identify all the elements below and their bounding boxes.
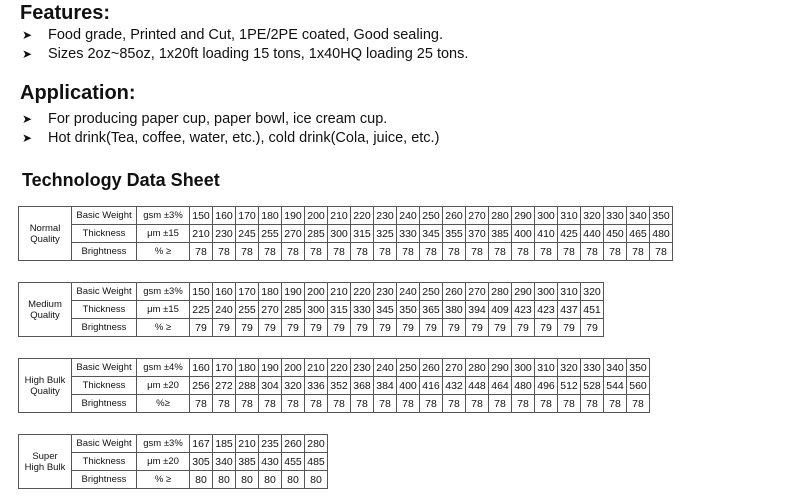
quality-label [19,359,72,413]
value-cell: 230 [374,207,397,225]
quality-label [19,283,72,337]
value-cell: 255 [259,225,282,243]
value-cell: 80 [259,471,282,489]
value-cell: 185 [213,435,236,453]
value-cell: 315 [328,301,351,319]
value-cell: 544 [604,377,627,395]
value-cell: 300 [328,225,351,243]
parameter-label: Brightness [72,243,137,261]
value-cell: 280 [305,435,328,453]
application-heading: Application: [20,82,136,104]
value-cell: 210 [328,207,351,225]
value-cell: 290 [512,207,535,225]
value-cell: 78 [535,243,558,261]
value-cell: 465 [627,225,650,243]
value-cell: 304 [259,377,282,395]
value-cell: 480 [650,225,673,243]
value-cell: 78 [259,395,282,413]
table-row [19,319,604,337]
value-cell: 80 [213,471,236,489]
parameter-label: Basic Weight [72,207,137,225]
value-cell: 437 [558,301,581,319]
parameter-label: Brightness [72,319,137,337]
value-cell: 464 [489,377,512,395]
value-cell: 320 [581,207,604,225]
value-cell: 260 [282,435,305,453]
value-cell: 200 [282,359,305,377]
value-cell: 150 [190,207,213,225]
value-cell: 220 [351,283,374,301]
quality-label-line: Quality [30,233,60,245]
parameter-label: Thickness [72,377,137,395]
value-cell: 270 [282,225,305,243]
value-cell: 255 [236,301,259,319]
value-cell: 430 [259,453,282,471]
value-cell: 78 [397,395,420,413]
value-cell: 350 [650,207,673,225]
value-cell: 200 [305,207,328,225]
parameter-label: Basic Weight [72,435,137,453]
value-cell: 250 [420,283,443,301]
data-sheet-heading: Technology Data Sheet [22,170,220,190]
table-row [19,207,673,225]
value-cell: 336 [305,377,328,395]
application-list [22,110,439,148]
parameter-label: Brightness [72,395,137,413]
value-cell: 78 [213,243,236,261]
value-cell: 78 [305,395,328,413]
value-cell: 330 [351,301,374,319]
unit-tolerance: gsm ±3% [137,283,190,301]
value-cell: 310 [558,207,581,225]
value-cell: 160 [213,207,236,225]
value-cell: 78 [512,395,535,413]
list-item [22,26,468,45]
value-cell: 80 [282,471,305,489]
value-cell: 315 [351,225,374,243]
value-cell: 160 [190,359,213,377]
value-cell: 78 [558,395,581,413]
value-cell: 78 [604,395,627,413]
unit-tolerance: gsm ±3% [137,435,190,453]
value-cell: 370 [466,225,489,243]
value-cell: 448 [466,377,489,395]
medium-quality-table [18,282,604,337]
value-cell: 240 [397,207,420,225]
value-cell: 455 [282,453,305,471]
unit-tolerance: μm ±20 [137,377,190,395]
value-cell: 305 [190,453,213,471]
value-cell: 79 [535,319,558,337]
value-cell: 310 [535,359,558,377]
table-row [19,301,604,319]
value-cell: 250 [420,207,443,225]
parameter-label: Thickness [72,301,137,319]
value-cell: 79 [512,319,535,337]
value-cell: 80 [305,471,328,489]
value-cell: 78 [627,395,650,413]
list-item [22,45,468,64]
value-cell: 416 [420,377,443,395]
value-cell: 440 [581,225,604,243]
value-cell: 384 [374,377,397,395]
value-cell: 78 [420,243,443,261]
quality-label-line: High Bulk [24,461,66,473]
application-text: Hot drink(Tea, coffee, water, etc.), cold drink(Cola, juice, etc.) [48,130,440,146]
value-cell: 355 [443,225,466,243]
value-cell: 79 [420,319,443,337]
value-cell: 78 [650,243,673,261]
value-cell: 368 [351,377,374,395]
value-cell: 235 [259,435,282,453]
value-cell: 78 [489,243,512,261]
value-cell: 79 [558,319,581,337]
value-cell: 290 [512,283,535,301]
parameter-label: Thickness [72,225,137,243]
value-cell: 80 [190,471,213,489]
value-cell: 425 [558,225,581,243]
value-cell: 410 [535,225,558,243]
value-cell: 78 [236,243,259,261]
quality-label-line: High Bulk [24,374,66,386]
value-cell: 330 [604,207,627,225]
value-cell: 485 [305,453,328,471]
value-cell: 423 [535,301,558,319]
parameter-label: Basic Weight [72,283,137,301]
value-cell: 78 [282,243,305,261]
value-cell: 79 [282,319,305,337]
value-cell: 380 [443,301,466,319]
value-cell: 280 [489,207,512,225]
quality-label-line: Super [32,450,58,462]
value-cell: 260 [420,359,443,377]
table-row [19,395,650,413]
value-cell: 225 [190,301,213,319]
value-cell: 210 [328,283,351,301]
value-cell: 78 [581,243,604,261]
quality-label-line: Normal [29,222,61,234]
quality-label [19,435,72,489]
value-cell: 78 [213,395,236,413]
value-cell: 290 [489,359,512,377]
value-cell: 78 [305,243,328,261]
value-cell: 78 [328,243,351,261]
quality-label [19,207,72,261]
value-cell: 78 [328,395,351,413]
value-cell: 330 [397,225,420,243]
value-cell: 280 [466,359,489,377]
value-cell: 170 [213,359,236,377]
value-cell: 150 [190,283,213,301]
feature-text: Sizes 2oz~85oz, 1x20ft loading 15 tons, 1x40HQ loading 25 tons. [48,46,469,62]
value-cell: 310 [558,283,581,301]
value-cell: 400 [512,225,535,243]
list-item [22,129,439,148]
value-cell: 180 [259,283,282,301]
unit-tolerance: % ≥ [137,471,190,489]
value-cell: 78 [374,395,397,413]
value-cell: 240 [397,283,420,301]
value-cell: 220 [351,207,374,225]
value-cell: 78 [420,395,443,413]
value-cell: 365 [420,301,443,319]
value-cell: 230 [374,283,397,301]
feature-text: Food grade, Printed and Cut, 1PE/2PE coated, Good sealing. [48,27,443,43]
value-cell: 300 [535,283,558,301]
value-cell: 350 [397,301,420,319]
normal-quality-table [18,206,673,261]
value-cell: 170 [236,207,259,225]
value-cell: 340 [213,453,236,471]
value-cell: 78 [443,243,466,261]
arrow-bullet-icon: ➤ [22,131,33,145]
value-cell: 320 [282,377,305,395]
value-cell: 78 [259,243,282,261]
value-cell: 245 [236,225,259,243]
value-cell: 167 [190,435,213,453]
features-list [22,26,468,64]
unit-tolerance: % ≥ [137,319,190,337]
value-cell: 496 [535,377,558,395]
value-cell: 340 [604,359,627,377]
unit-tolerance: %≥ [137,395,190,413]
value-cell: 288 [236,377,259,395]
high-bulk-quality-table [18,358,650,413]
value-cell: 250 [397,359,420,377]
value-cell: 385 [236,453,259,471]
value-cell: 78 [282,395,305,413]
value-cell: 272 [213,377,236,395]
value-cell: 190 [259,359,282,377]
quality-label-line: Quality [30,309,60,321]
value-cell: 350 [627,359,650,377]
value-cell: 78 [397,243,420,261]
value-cell: 78 [489,395,512,413]
value-cell: 330 [581,359,604,377]
value-cell: 480 [512,377,535,395]
value-cell: 230 [213,225,236,243]
value-cell: 79 [489,319,512,337]
value-cell: 352 [328,377,351,395]
value-cell: 345 [420,225,443,243]
table-row [19,435,328,453]
value-cell: 300 [512,359,535,377]
value-cell: 78 [558,243,581,261]
table-row [19,359,650,377]
value-cell: 170 [236,283,259,301]
value-cell: 78 [190,395,213,413]
value-cell: 180 [259,207,282,225]
unit-tolerance: gsm ±4% [137,359,190,377]
super-high-bulk-table [18,434,328,489]
value-cell: 400 [397,377,420,395]
value-cell: 210 [305,359,328,377]
value-cell: 230 [351,359,374,377]
value-cell: 160 [213,283,236,301]
value-cell: 423 [512,301,535,319]
quality-label-line: Medium [28,298,62,310]
value-cell: 79 [397,319,420,337]
value-cell: 190 [282,283,305,301]
table-row [19,377,650,395]
value-cell: 78 [236,395,259,413]
value-cell: 260 [443,283,466,301]
unit-tolerance: μm ±15 [137,301,190,319]
value-cell: 78 [604,243,627,261]
parameter-label: Thickness [72,453,137,471]
value-cell: 79 [443,319,466,337]
value-cell: 210 [190,225,213,243]
value-cell: 78 [466,395,489,413]
arrow-bullet-icon: ➤ [22,28,33,42]
quality-label-line: Quality [30,385,60,397]
value-cell: 270 [443,359,466,377]
unit-tolerance: μm ±15 [137,225,190,243]
value-cell: 285 [282,301,305,319]
list-item [22,110,439,129]
value-cell: 210 [236,435,259,453]
value-cell: 190 [282,207,305,225]
arrow-bullet-icon: ➤ [22,112,33,126]
value-cell: 79 [351,319,374,337]
value-cell: 79 [305,319,328,337]
value-cell: 340 [627,207,650,225]
value-cell: 78 [443,395,466,413]
table-row [19,225,673,243]
value-cell: 451 [581,301,604,319]
unit-tolerance: % ≥ [137,243,190,261]
value-cell: 78 [466,243,489,261]
value-cell: 79 [466,319,489,337]
value-cell: 270 [259,301,282,319]
value-cell: 200 [305,283,328,301]
application-text: For producing paper cup, paper bowl, ice cream cup. [48,111,388,127]
value-cell: 385 [489,225,512,243]
value-cell: 79 [236,319,259,337]
value-cell: 180 [236,359,259,377]
value-cell: 325 [374,225,397,243]
value-cell: 409 [489,301,512,319]
value-cell: 79 [213,319,236,337]
value-cell: 78 [535,395,558,413]
value-cell: 270 [466,283,489,301]
value-cell: 320 [558,359,581,377]
value-cell: 300 [535,207,558,225]
value-cell: 345 [374,301,397,319]
value-cell: 256 [190,377,213,395]
value-cell: 560 [627,377,650,395]
value-cell: 240 [374,359,397,377]
value-cell: 512 [558,377,581,395]
value-cell: 78 [512,243,535,261]
value-cell: 280 [489,283,512,301]
value-cell: 78 [374,243,397,261]
value-cell: 78 [581,395,604,413]
value-cell: 450 [604,225,627,243]
arrow-bullet-icon: ➤ [22,47,33,61]
value-cell: 260 [443,207,466,225]
parameter-label: Brightness [72,471,137,489]
value-cell: 285 [305,225,328,243]
value-cell: 528 [581,377,604,395]
value-cell: 270 [466,207,489,225]
value-cell: 78 [627,243,650,261]
value-cell: 79 [328,319,351,337]
unit-tolerance: gsm ±3% [137,207,190,225]
value-cell: 220 [328,359,351,377]
features-heading: Features: [20,2,111,24]
value-cell: 300 [305,301,328,319]
table-row [19,283,604,301]
value-cell: 79 [374,319,397,337]
value-cell: 78 [351,395,374,413]
value-cell: 78 [190,243,213,261]
value-cell: 80 [236,471,259,489]
value-cell: 79 [259,319,282,337]
value-cell: 432 [443,377,466,395]
value-cell: 79 [190,319,213,337]
table-row [19,243,673,261]
value-cell: 78 [351,243,374,261]
value-cell: 320 [581,283,604,301]
value-cell: 240 [213,301,236,319]
value-cell: 79 [581,319,604,337]
parameter-label: Basic Weight [72,359,137,377]
value-cell: 394 [466,301,489,319]
unit-tolerance: μm ±20 [137,453,190,471]
